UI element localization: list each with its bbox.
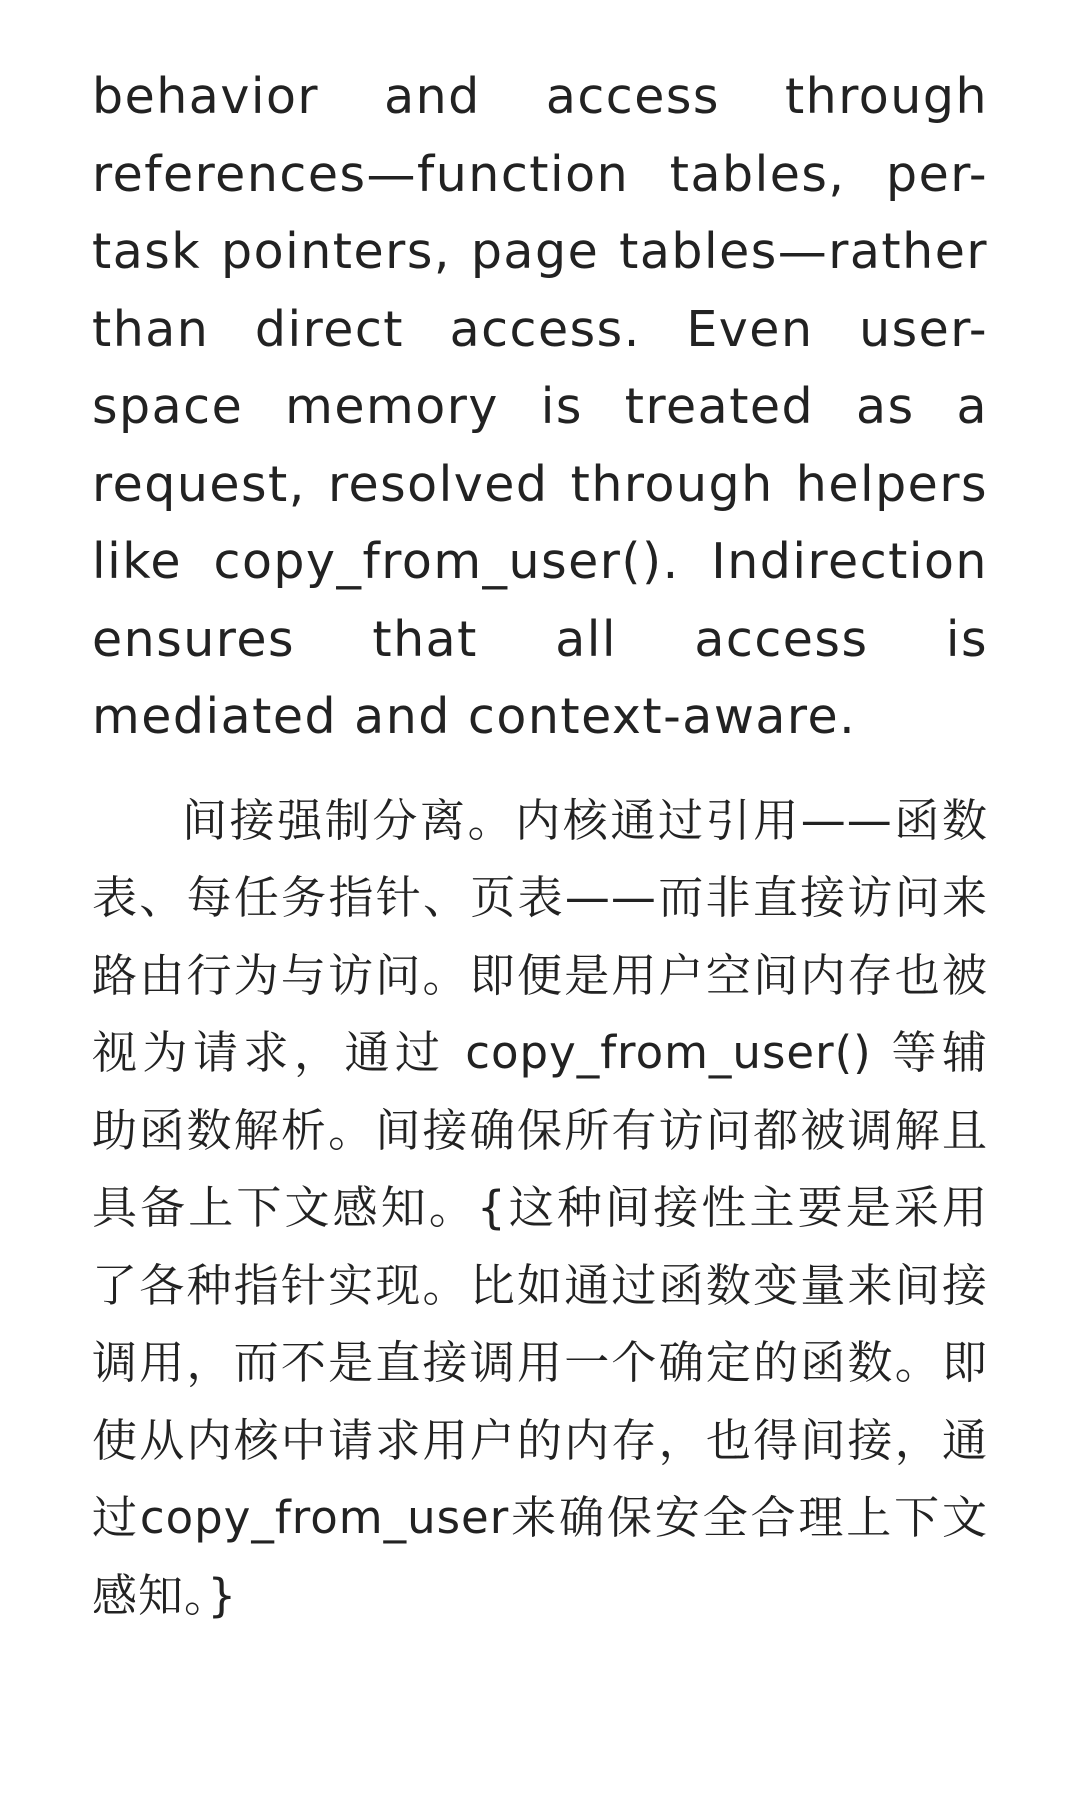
chinese-paragraph: 间接强制分离。内核通过引用——函数表、每任务指针、页表——而非直接访问来路由行为与访问。即便是用户空间内存也被视为请求，通过 copy_from_user() 等辅助函数解析。间接确保所有访问都被调解且具备上下文感知。{这种间接性主要是采用了各种指针实现。比如通过函数变量来间接调用，而不是直接调用一个确定的函数。即使从内核中请求用户的内存，也得间接，通过copy_from_user来确保安全合理上下文感知。}: [92, 793, 988, 1622]
english-paragraph: behavior and access through references—function tables, per-task pointers, page tables—rather than direct access. Even user-space memory is treated as a request, resolved through helpers like copy_from_user(). Indirection ensures that all access is mediated and context-aware.: [92, 68, 988, 745]
